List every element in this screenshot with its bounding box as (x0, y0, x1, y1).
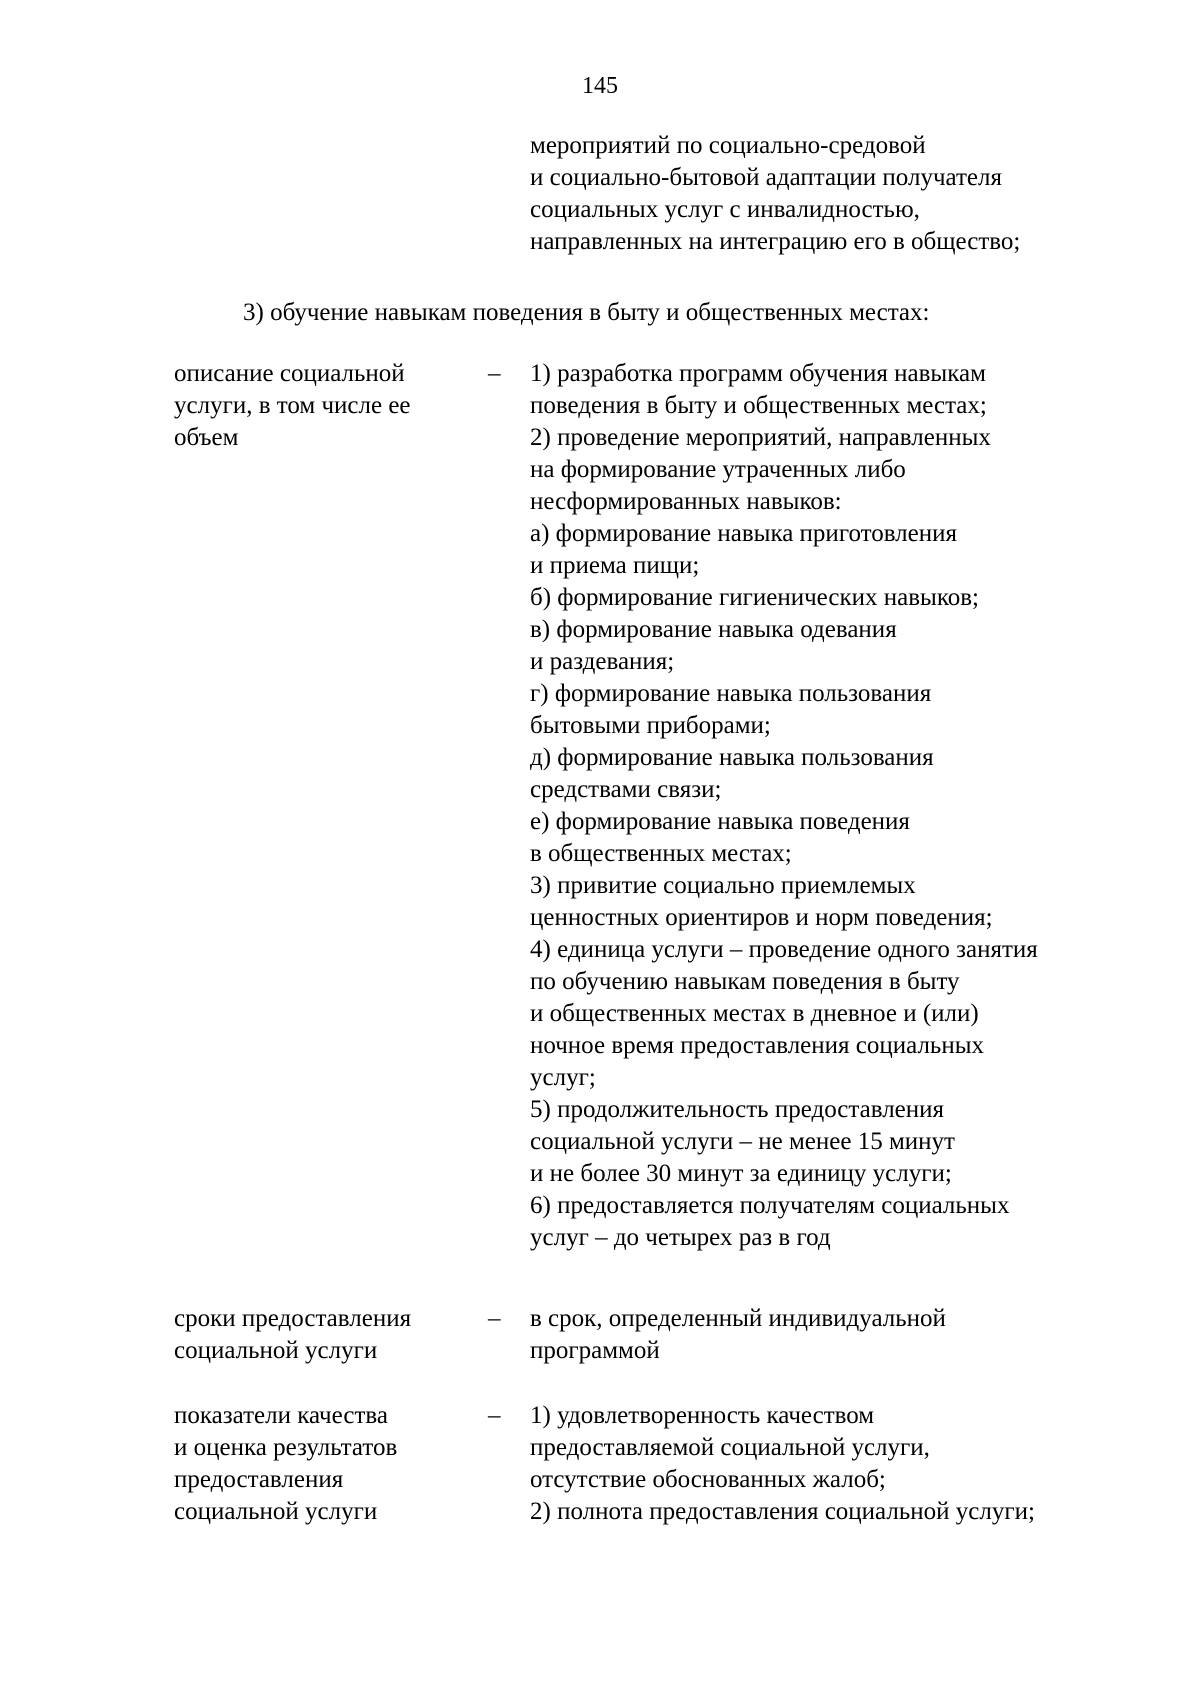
row-value-line: е) формирование навыка поведения (530, 808, 910, 835)
page-number: 145 (582, 73, 618, 99)
row-label-line: и оценка результатов (174, 1434, 398, 1461)
row-value-line: 4) единица услуги – проведение одного занятия (530, 936, 1038, 963)
row-value-line: и общественных местах в дневное и (или) (530, 1000, 979, 1027)
row-value-line: в общественных местах; (530, 840, 792, 867)
row-label-line: услуги, в том числе ее (174, 392, 411, 419)
row-value-line: в) формирование навыка одевания (530, 616, 897, 643)
intro-line: мероприятий по социально-средовой (530, 132, 926, 159)
row-value-line: а) формирование навыка приготовления (530, 520, 958, 547)
row-value-line: по обучению навыкам поведения в быту (530, 968, 960, 995)
row-label-line: предоставления (174, 1466, 344, 1493)
row-value-line: ценностных ориентиров и норм поведения; (530, 904, 993, 931)
row-value-line: средствами связи; (530, 776, 722, 803)
row-value-line: социальной услуги – не менее 15 минут (530, 1128, 955, 1155)
row-label-line: сроки предоставления (174, 1305, 412, 1332)
row-value-line: 6) предоставляется получателям социальных (530, 1192, 1010, 1219)
row-dash: – (488, 360, 501, 387)
row-value-line: бытовыми приборами; (530, 712, 771, 739)
row-label-line: объем (174, 424, 239, 451)
section-subheading: 3) обучение навыкам поведения в быту и общественных местах: (243, 299, 930, 326)
row-value-line: поведения в быту и общественных местах; (530, 392, 987, 419)
row-dash: – (488, 1305, 501, 1332)
row-value-line: г) формирование навыка пользования (530, 680, 932, 707)
intro-line: и социально-бытовой адаптации получателя (530, 164, 1002, 191)
row-value-line: отсутствие обоснованных жалоб; (530, 1466, 886, 1493)
row-value-line: и приема пищи; (530, 552, 700, 579)
row-label-line: описание социальной (174, 360, 405, 387)
intro-line: социальных услуг с инвалидностью, (530, 196, 920, 223)
row-value-line: и не более 30 минут за единицу услуги; (530, 1160, 952, 1187)
row-value-line: и раздевания; (530, 648, 675, 675)
intro-continuation-text (530, 130, 1170, 258)
row-value-line: в срок, определенный индивидуальной (530, 1305, 946, 1332)
row-value-line: программой (530, 1337, 660, 1364)
row-label (174, 358, 464, 454)
row-value-line: 2) полнота предоставления социальной услуги; (530, 1498, 1035, 1525)
row-value-line: д) формирование навыка пользования (530, 744, 934, 771)
row-value-line: услуг; (530, 1064, 596, 1091)
row-value-line: услуг – до четырех раз в год (530, 1224, 831, 1251)
row-value-line: 1) удовлетворенность качеством (530, 1402, 875, 1429)
row-value (530, 358, 1170, 1254)
row-dash: – (488, 1402, 501, 1429)
row-value-line: 3) привитие социально приемлемых (530, 872, 916, 899)
row-value-line: б) формирование гигиенических навыков; (530, 584, 979, 611)
row-label-line: показатели качества (174, 1402, 388, 1429)
row-value-line: предоставляемой социальной услуги, (530, 1434, 930, 1461)
row-value-line: несформированных навыков: (530, 488, 842, 515)
row-value (530, 1303, 1170, 1367)
row-label-line: социальной услуги (174, 1337, 378, 1364)
row-value-line: 2) проведение мероприятий, направленных (530, 424, 991, 451)
row-value-line: ночное время предоставления социальных (530, 1032, 984, 1059)
row-value-line: 5) продолжительность предоставления (530, 1096, 945, 1123)
intro-line: направленных на интеграцию его в общество; (530, 228, 1021, 255)
row-value-line: на формирование утраченных либо (530, 456, 906, 483)
row-label (174, 1303, 464, 1367)
row-label-line: социальной услуги (174, 1498, 378, 1525)
row-value-line: 1) разработка программ обучения навыкам (530, 360, 986, 387)
row-value (530, 1400, 1170, 1528)
row-label (174, 1400, 464, 1528)
